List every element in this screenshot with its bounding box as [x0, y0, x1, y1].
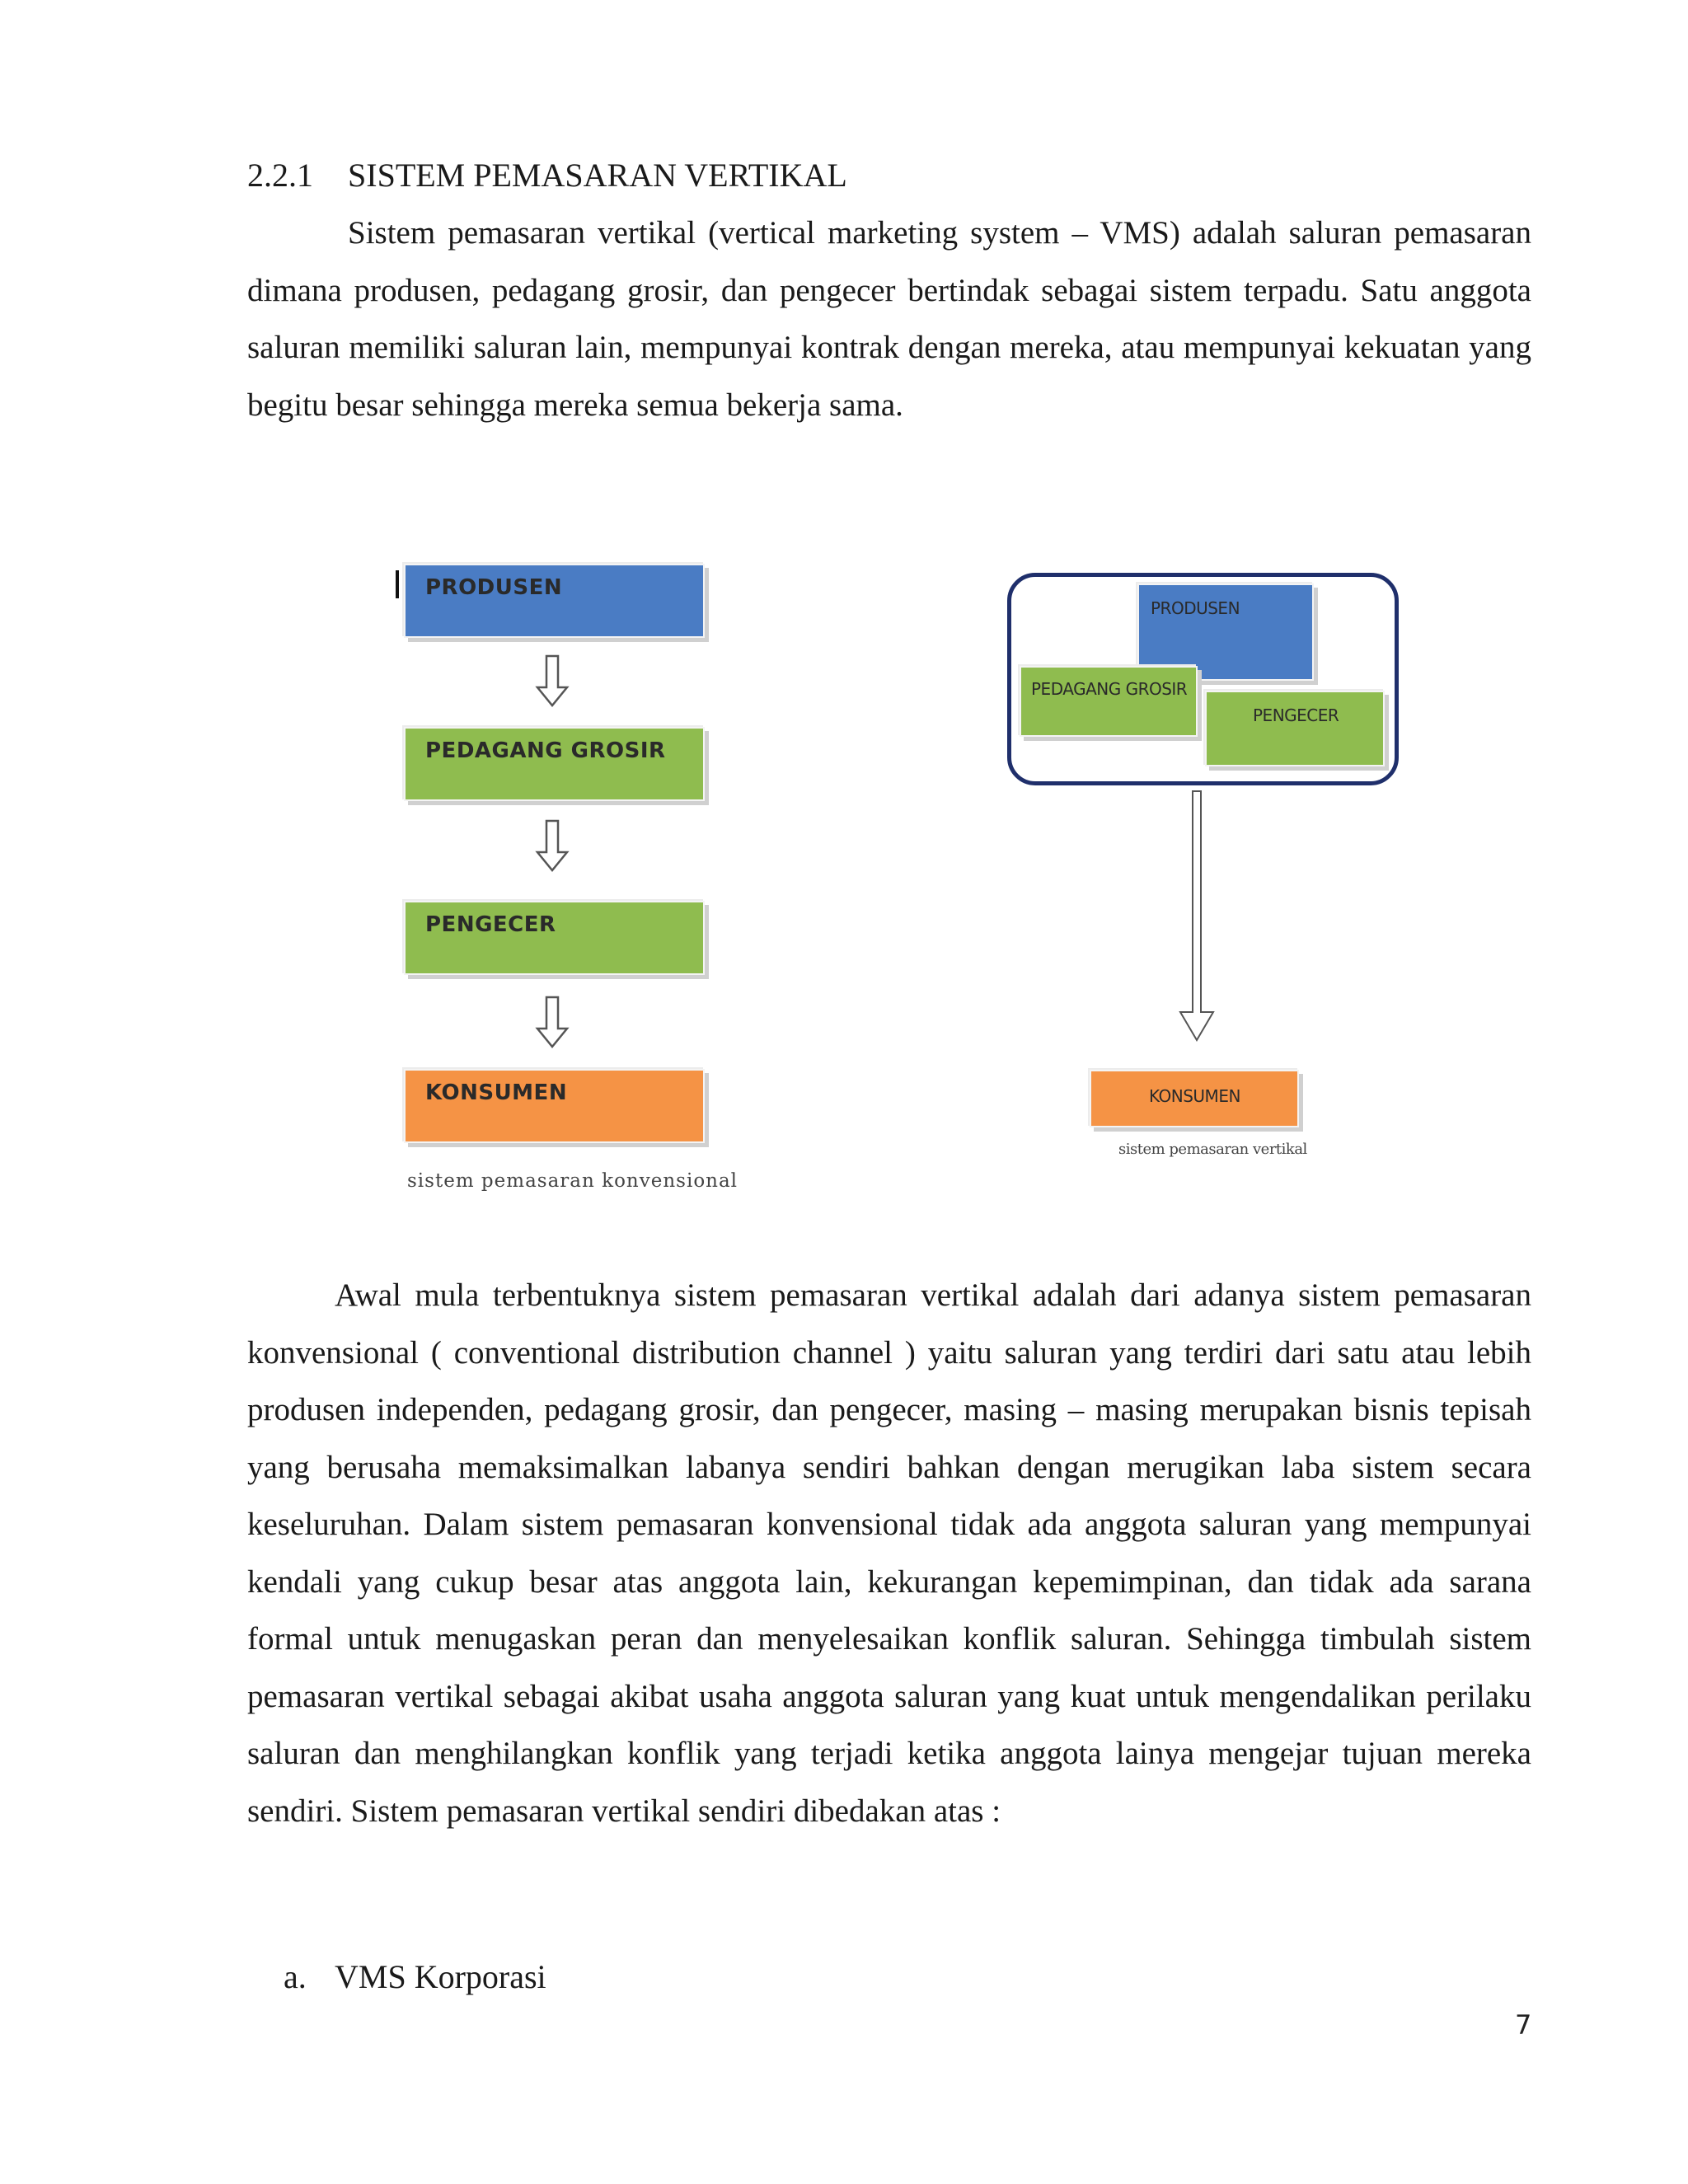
section-heading [247, 153, 847, 198]
conv-box-consumer: KONSUMEN [404, 1069, 705, 1143]
conventional-caption: sistem pemasaran konvensional [407, 1170, 738, 1192]
conv-box-retailer: PENGECER [404, 901, 705, 975]
vms-box-wholesaler: PEDAGANG GROSIR [1020, 666, 1198, 737]
vertical-caption: sistem pemasaran vertikal [1118, 1141, 1307, 1158]
conv-box-producer: PRODUSEN [404, 564, 705, 638]
text-cursor-mark [396, 570, 399, 598]
down-arrow-icon [534, 819, 570, 874]
down-arrow-icon [534, 654, 570, 709]
vms-box-consumer: KONSUMEN [1090, 1070, 1299, 1127]
long-down-arrow-icon [1177, 790, 1218, 1045]
page-number: 7 [1515, 2009, 1532, 2041]
down-arrow-icon [534, 996, 570, 1050]
list-item-text: VMS Korporasi [335, 1958, 546, 1995]
section-title: SISTEM PEMASARAN VERTIKAL [348, 157, 847, 194]
vms-box-producer: PRODUSEN [1137, 583, 1314, 681]
section-number: 2.2.1 [247, 157, 313, 194]
list-item [284, 1955, 546, 1999]
intro-paragraph: Sistem pemasaran vertikal (vertical marketing system – VMS) adalah saluran pemasaran dimana produsen, pedagang grosir, dan pengecer bertindak sebagai sistem terpadu. Satu anggota saluran memiliki saluran lain, mempunyai kontrak dengan mereka, atau mempunyai kekuatan yang begitu besar sehingga mereka semua bekerja sama. [247, 215, 1531, 423]
conv-box-wholesaler: PEDAGANG GROSIR [404, 727, 705, 801]
vms-box-retailer: PENGECER [1205, 691, 1385, 766]
body-paragraph: Awal mula terbentuknya sistem pemasaran vertikal adalah dari adanya sistem pemasaran konvensional ( conventional distribution channel ) yaitu saluran yang terdiri dari satu atau lebih produsen independen, pedagang grosir, dan pengecer, masing – masing merupakan bisnis tepisah yang berusaha memaksimalkan labanya sendiri bahkan dengan merugikan laba sistem secara keseluruhan. Dalam sistem pemasaran konvensional tidak ada anggota saluran yang mempunyai kendali yang cukup besar atas anggota lain, kekurangan kepemimpinan, dan tidak ada sarana formal untuk menugaskan peran dan menyelesaikan konflik saluran. Sehingga timbulah sistem pemasaran vertikal sebagai akibat usaha anggota saluran yang kuat untuk mengendalikan perilaku saluran dan menghilangkan konflik yang terjadi ketika anggota lainya mengejar tujuan mereka sendiri. Sistem pemasaran vertikal sendiri dibedakan atas : [247, 1277, 1531, 1829]
list-marker: a. [284, 1958, 307, 1995]
